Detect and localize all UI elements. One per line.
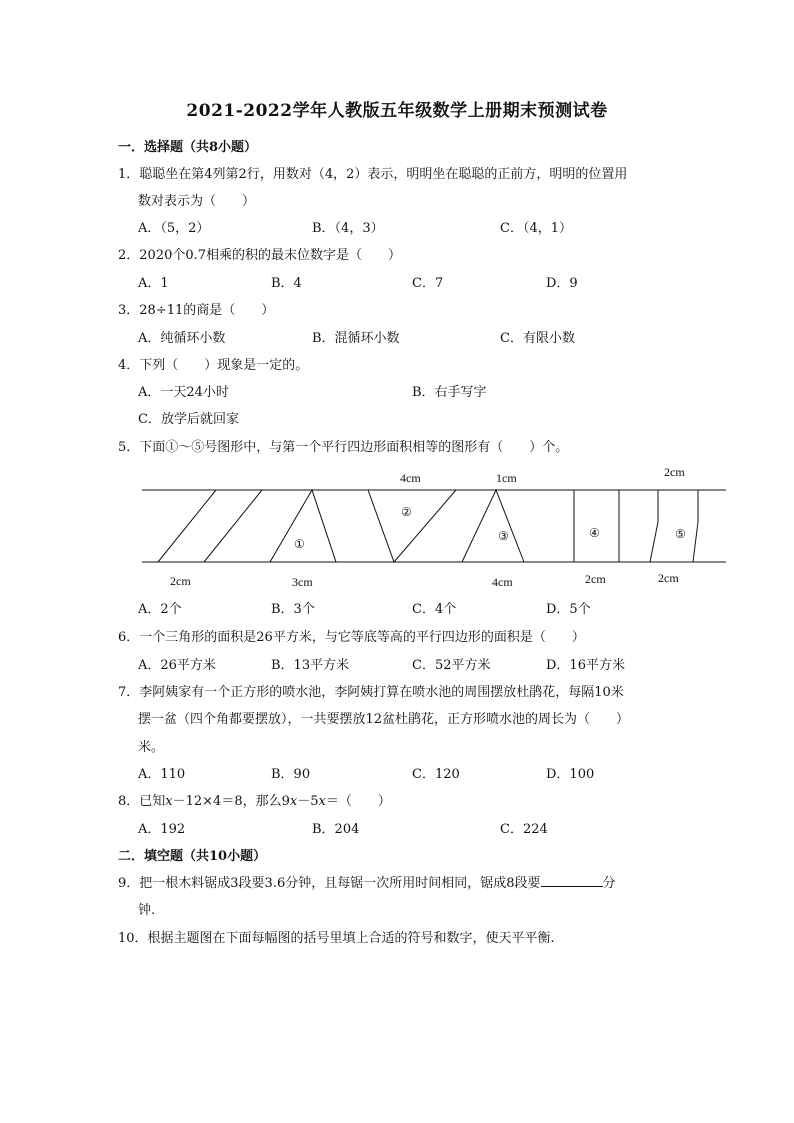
question-7-option-d: D．100 [546,767,595,782]
question-6-option-d: D．16平方米 [546,658,625,673]
figure-top-label-1cm: 1cm [496,471,517,485]
parallelogram-right-side [204,490,262,562]
question-1-option-c: C．（4，1） [500,221,572,236]
triangle-1 [270,490,336,562]
figure-bottom-label-shape5: 2cm [658,571,679,585]
question-2-option-c: C．7 [412,276,444,291]
shape-number-1: ① [294,537,305,551]
question-2: 2．2020个0.7相乘的积的最末位数字是（ ） [118,248,402,263]
figure-bottom-label-parallelogram: 2cm [170,574,191,588]
question-5: 5．下面①～⑤号图形中，与第一个平行四边形面积相等的图形有（ ）个。 [118,440,569,455]
shape-number-4: ④ [589,526,600,540]
question-4-option-b: B．右手写字 [412,385,487,400]
shape-number-3: ③ [498,529,509,543]
section-heading-fill: 二．填空题（共10小题） [118,849,267,864]
figure-top-label-4cm: 4cm [400,471,421,485]
question-8: 8．已知x－12×4＝8，那么9x－5x＝（ ） [118,794,391,809]
question-5-option-b: B．3个 [271,602,315,617]
question-2-option-b: B．4 [271,276,302,291]
shape-5-right [693,490,698,562]
section-heading-choice: 一．选择题（共8小题） [118,140,258,155]
question-7-line2: 摆一盆（四个角都要摆放），一共要摆放12盆杜鹃花，正方形喷水池的周长为（ ） [138,712,630,727]
question-8-option-c: C．224 [500,822,548,837]
question-3-option-a: A．纯循环小数 [138,331,226,346]
shape-number-2: ② [401,505,412,519]
question-5-option-d: D．5个 [546,602,591,617]
question-7-line3: 米。 [138,740,165,755]
question-8-option-b: B．204 [312,822,360,837]
question-10: 10．根据主题图在下面每幅图的括号里填上合适的符号和数字，使天平平衡. [118,931,555,946]
question-1-line2: 数对表示为（ ） [138,194,256,209]
question-7-option-a: A．110 [138,767,186,782]
question-3-option-b: B．混循环小数 [312,331,400,346]
parallelogram-left-side [158,490,216,562]
page-title: 2021-2022学年人教版五年级数学上册期末预测试卷 [186,101,608,121]
question-7-option-c: C．120 [412,767,460,782]
question-6-option-a: A．26平方米 [138,658,216,673]
figure-top-label-2cm: 2cm [664,465,685,479]
question-2-option-d: D．9 [546,276,578,291]
figure-bottom-label-shape3: 4cm [492,575,513,589]
question-7-option-b: B．90 [271,767,311,782]
question-9-line1: 9．把一根木料锯成3段要3.6分钟，且每锯一次所用时间相同，锯成8段要 分 [118,876,616,891]
question-4-option-a: A．一天24小时 [138,385,229,400]
triangle-2 [368,490,456,562]
question-4-option-c: C．放学后就回家 [138,412,239,427]
question-6-option-b: B．13平方米 [271,658,350,673]
shape-5-left [650,490,658,562]
question-2-option-a: A．1 [138,276,169,291]
question-7-line1: 7．李阿姨家有一个正方形的喷水池，李阿姨打算在喷水池的周围摆放杜鹃花，每隔10米 [118,685,624,700]
question-5-option-c: C．4个 [412,602,457,617]
question-4: 4．下列（ ）现象是一定的。 [118,358,309,373]
question-6-option-c: C．52平方米 [412,658,491,673]
question-8-option-a: A．192 [138,822,186,837]
question-9-line2: 钟. [138,903,156,918]
question-3-option-c: C．有限小数 [500,331,575,346]
shape-number-5: ⑤ [675,527,686,541]
question-6: 6．一个三角形的面积是26平方米，与它等底等高的平行四边形的面积是（ ） [118,630,585,645]
triangle-3 [462,490,524,562]
figure-bottom-label-shape4: 2cm [585,572,606,586]
question-1-option-b: B．（4，3） [312,221,384,236]
question-3: 3．28÷11的商是（ ） [118,303,275,318]
question-1-option-a: A．（5，2） [138,221,210,236]
question-5-option-a: A．2个 [138,602,182,617]
question-5-figure [118,460,730,596]
answer-blank[interactable] [541,874,603,887]
figure-bottom-label-shape1: 3cm [292,575,313,589]
question-1-line1: 1．聪聪坐在第4列第2行，用数对（4，2）表示，明明坐在聪聪的正前方，明明的位置用 [118,167,628,182]
